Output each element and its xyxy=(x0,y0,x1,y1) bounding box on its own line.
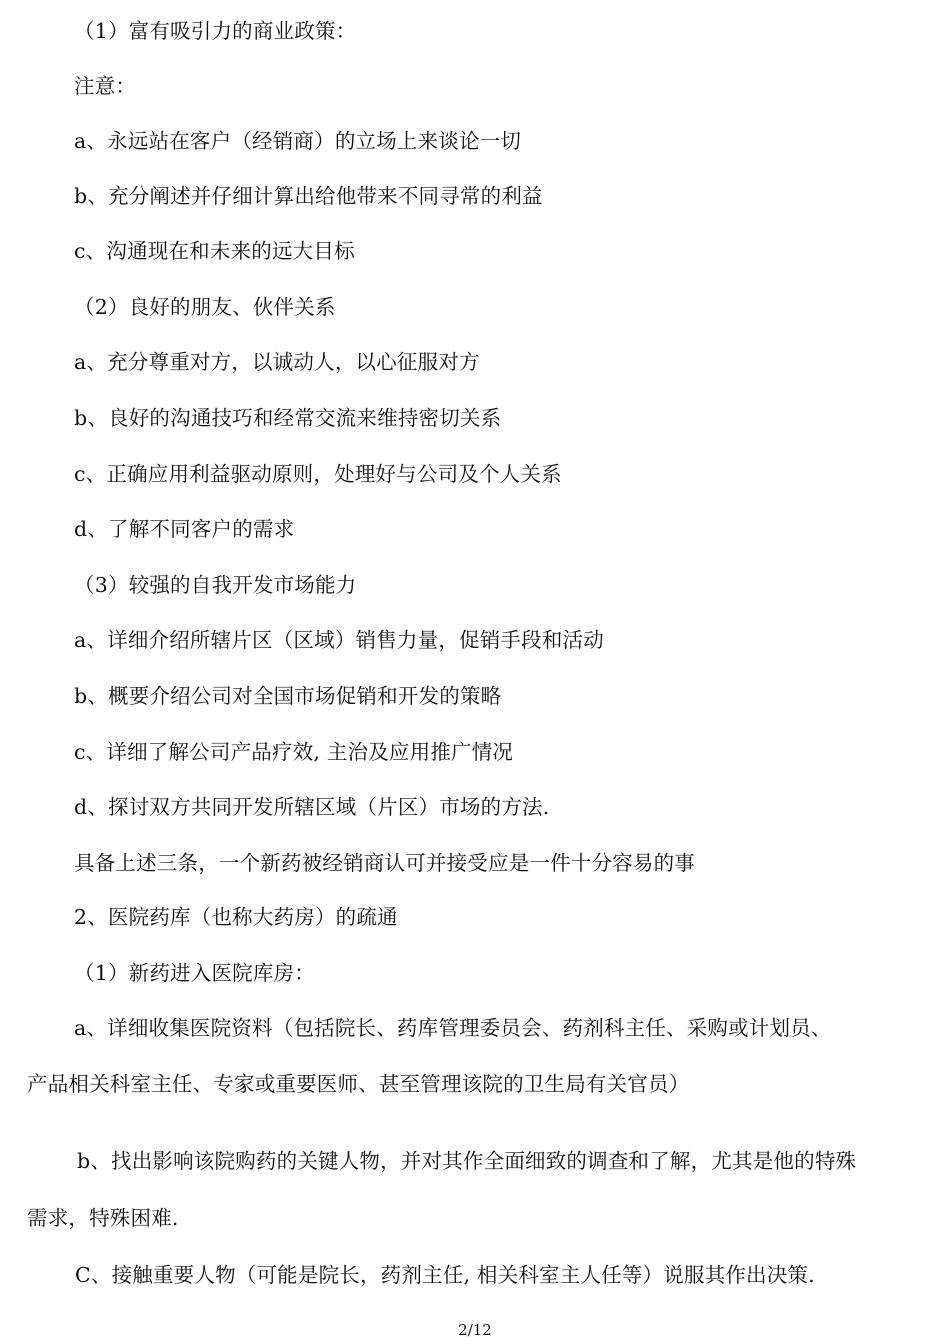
paragraph-line: b、充分阐述并仔细计算出给他带来不同寻常的利益 xyxy=(74,184,543,208)
paragraph-line: d、探讨双方共同开发所辖区域（片区）市场的方法. xyxy=(74,795,550,819)
paragraph-line: a、详细介绍所辖片区（区域）销售力量，促销手段和活动 xyxy=(74,628,604,652)
paragraph-line: c、详细了解公司产品疗效, 主治及应用推广情况 xyxy=(74,740,514,764)
paragraph-line: c、沟通现在和未来的远大目标 xyxy=(74,239,355,263)
paragraph-line: b、找出影响该院购药的关键人物，并对其作全面细致的调查和了解，尤其是他的特殊 xyxy=(77,1149,857,1173)
paragraph-line: b、概要介绍公司对全国市场促销和开发的策略 xyxy=(74,684,502,708)
summary-line: 具备上述三条，一个新药被经销商认可并接受应是一件十分容易的事 xyxy=(74,851,695,875)
note-label: 注意： xyxy=(74,74,137,98)
paragraph-line: 需求，特殊困难. xyxy=(27,1206,179,1230)
paragraph-line: a、详细收集医院资料（包括院长、药库管理委员会、药剂科主任、采购或计划员、 xyxy=(74,1016,832,1040)
section-heading: 2、医院药库（也称大药房）的疏通 xyxy=(74,905,398,929)
paragraph-line: d、了解不同客户的需求 xyxy=(74,517,295,541)
paragraph-line: a、充分尊重对方，以诚动人，以心征服对方 xyxy=(74,350,480,374)
subsection-heading: （1）新药进入医院库房： xyxy=(74,961,315,985)
paragraph-line: C、接触重要人物（可能是院长，药剂主任, 相关科室主人任等）说服其作出决策. xyxy=(75,1263,815,1287)
paragraph-line: a、永远站在客户（经销商）的立场上来谈论一切 xyxy=(74,129,522,153)
paragraph-line: b、良好的沟通技巧和经常交流来维持密切关系 xyxy=(74,406,502,430)
page-number: 2/12 xyxy=(458,1321,492,1339)
paragraph-line: 产品相关科室主任、专家或重要医师、甚至管理该院的卫生局有关官员） xyxy=(27,1072,690,1096)
paragraph-line: c、正确应用利益驱动原则，处理好与公司及个人关系 xyxy=(74,462,562,486)
section-heading-3: （3）较强的自我开发市场能力 xyxy=(74,573,357,597)
section-heading-1: （1）富有吸引力的商业政策： xyxy=(74,19,357,43)
section-heading-2: （2）良好的朋友、伙伴关系 xyxy=(74,295,336,319)
